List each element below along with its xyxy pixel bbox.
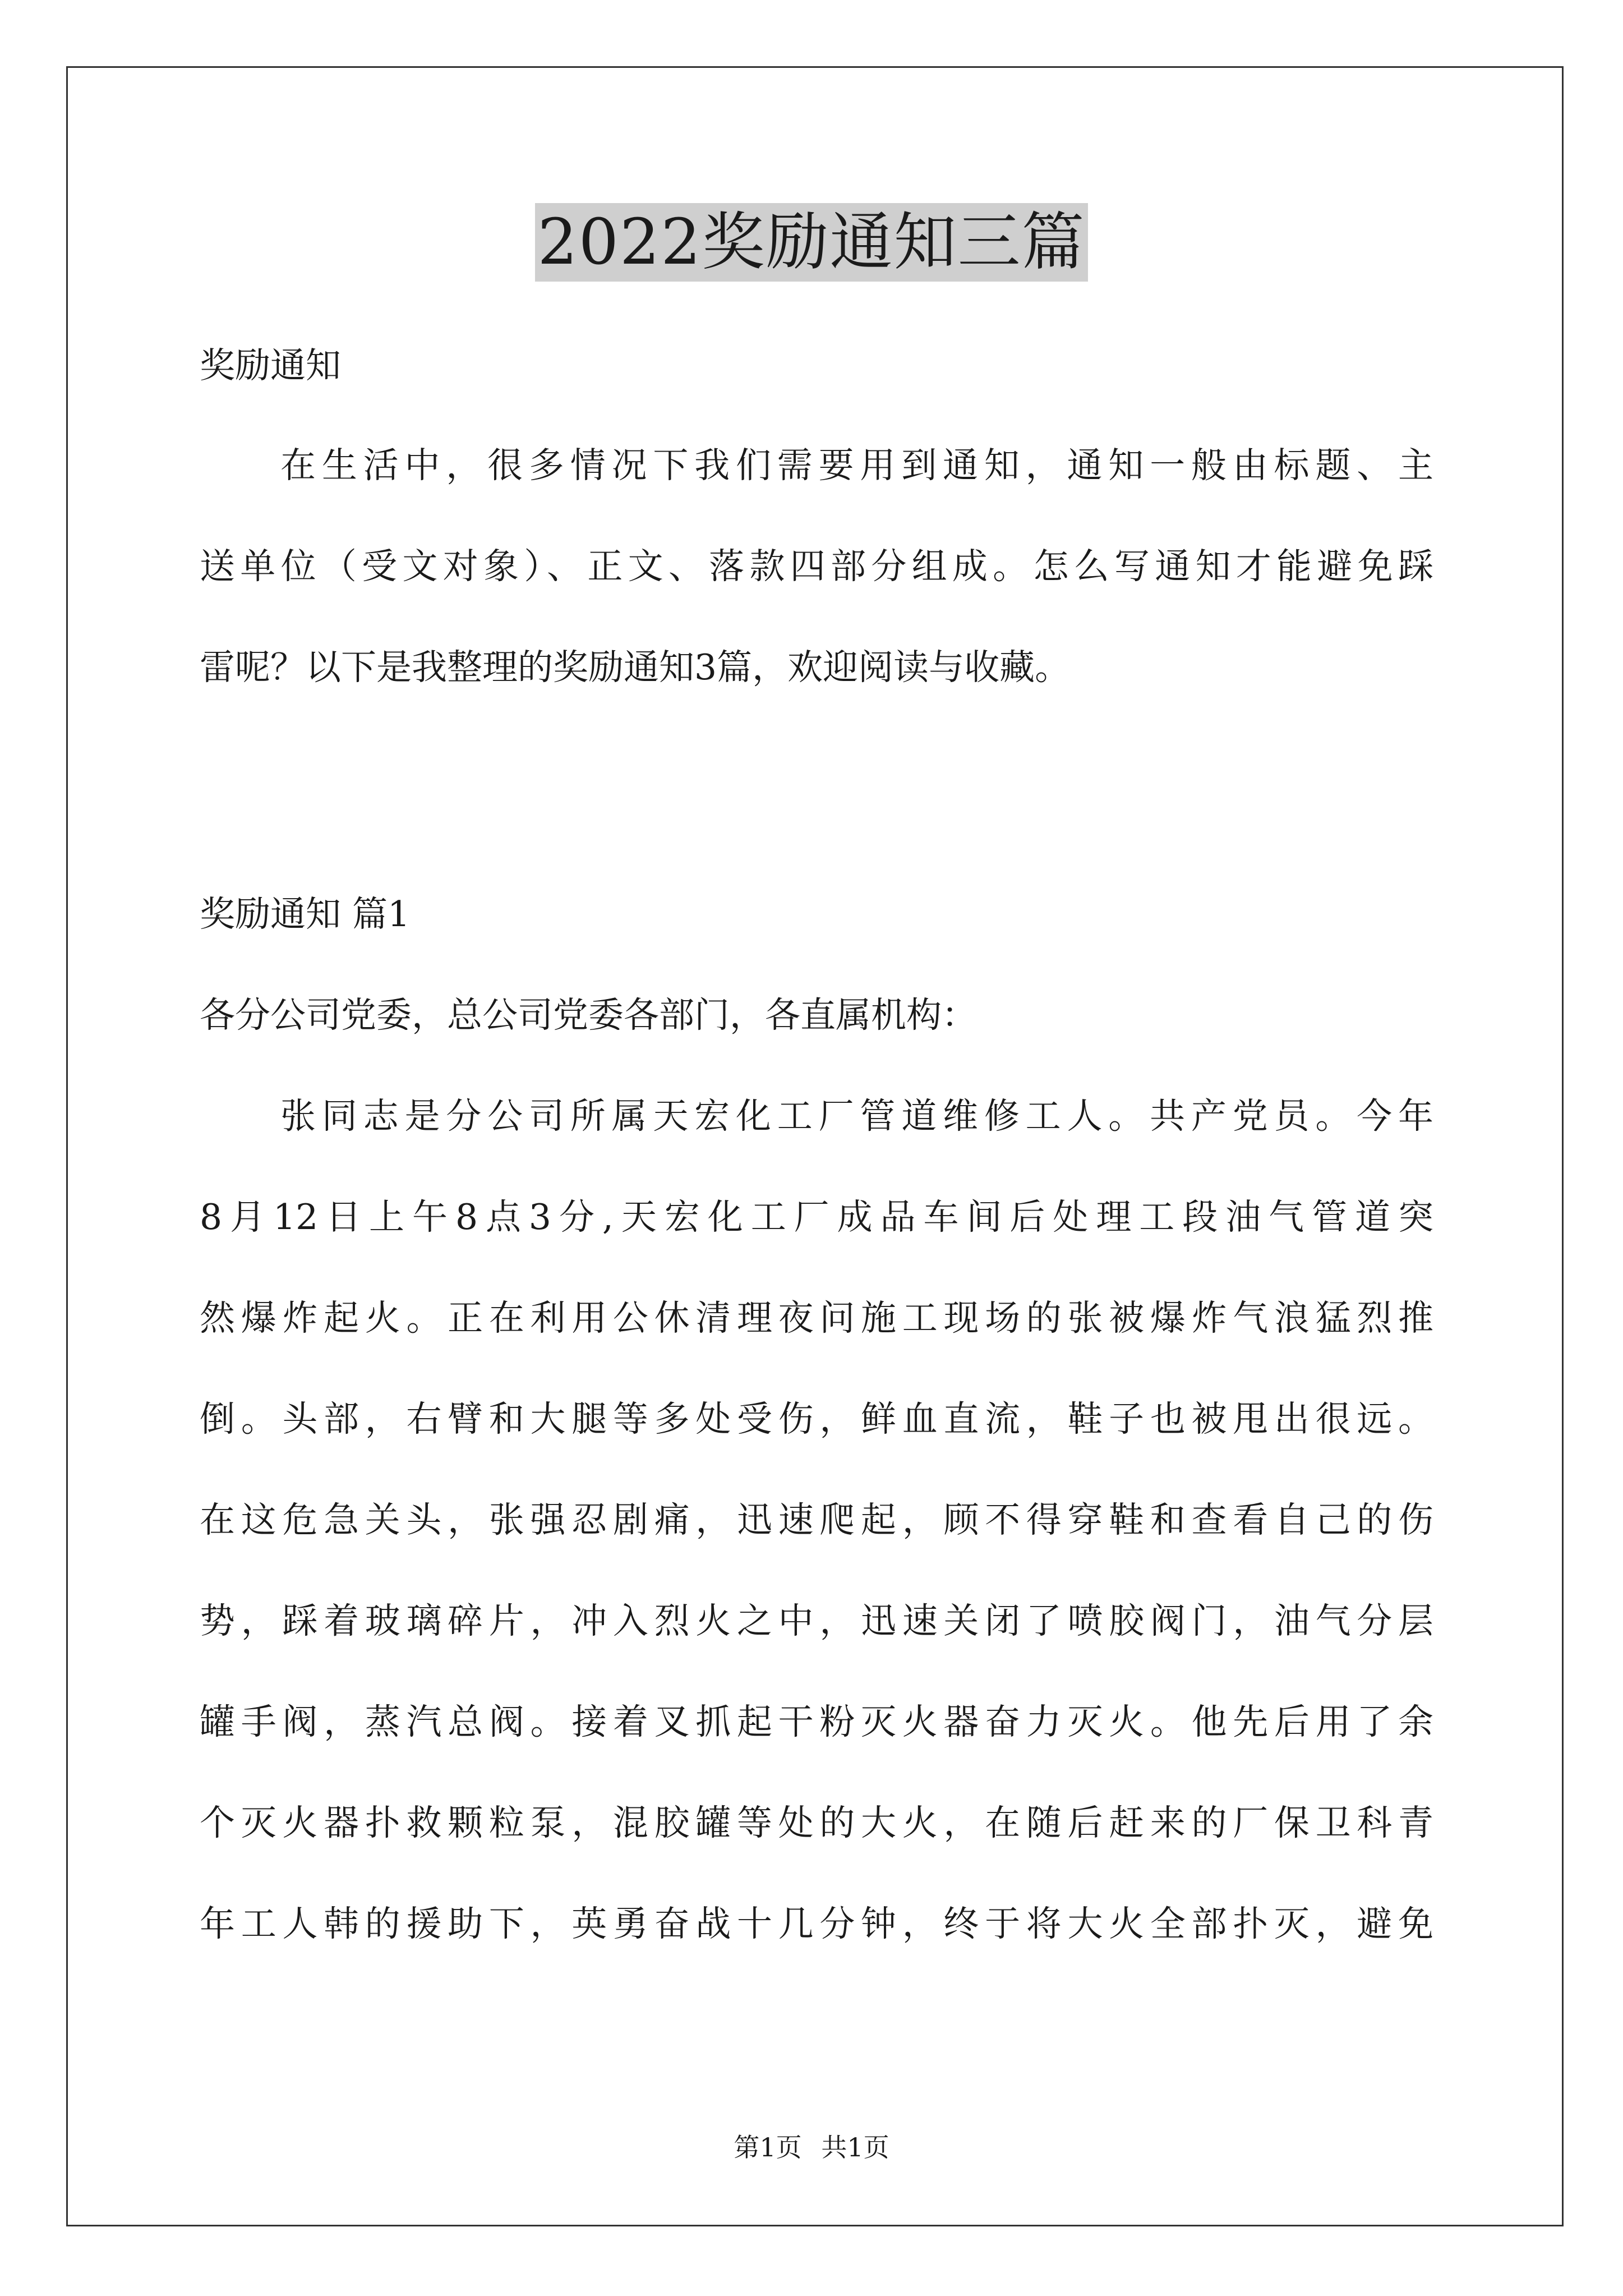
body-line: 年工人韩的援助下，英勇奋战十几分钟，终于将大火全部扑灭，避免: [200, 1903, 1433, 1944]
document-title: 2022奖励通知三篇: [535, 203, 1087, 282]
body-line: 在这危急关头，张强忍剧痛，迅速爬起，顾不得穿鞋和查看自己的伤: [200, 1499, 1433, 1540]
body-line: 张同志是分公司所属天宏化工厂管道维修工人。共产党员。今年: [280, 1096, 1433, 1137]
intro-line: 雷呢？以下是我整理的奖励通知3篇，欢迎阅读与收藏。: [200, 647, 1071, 688]
salutation: 各分公司党委，总公司党委各部门，各直属机构：: [200, 995, 977, 1036]
page-footer: [0, 2131, 1623, 2164]
intro-line: 送单位（受文对象）、正文、落款四部分组成。怎么写通知才能避免踩: [200, 546, 1433, 587]
body-line: 个灭火器扑救颗粒泵，混胶罐等处的大火，在随后赶来的厂保卫科青: [200, 1802, 1433, 1843]
part-heading: 奖励通知 篇1: [200, 894, 411, 935]
title-container: [0, 203, 1623, 282]
body-line: 8月12日上午8点3分,天宏化工厂成品车间后处理工段油气管道突: [200, 1197, 1433, 1237]
body-line: 然爆炸起火。正在利用公休清理夜问施工现场的张被爆炸气浪猛烈推: [200, 1297, 1433, 1338]
body-line: 倒。头部，右臂和大腿等多处受伤，鲜血直流，鞋子也被甩出很远。: [200, 1398, 1433, 1439]
page-number: 第1页: [734, 2132, 802, 2162]
body-line: 势，踩着玻璃碎片，冲入烈火之中，迅速关闭了喷胶阀门，油气分层: [200, 1600, 1433, 1641]
page-count: 共1页: [821, 2132, 889, 2162]
intro-line: 在生活中，很多情况下我们需要用到通知，通知一般由标题、主: [280, 445, 1433, 486]
body-line: 罐手阀，蒸汽总阀。接着叉抓起干粉灭火器奋力灭火。他先后用了余: [200, 1701, 1433, 1742]
section-heading: 奖励通知: [200, 345, 341, 386]
